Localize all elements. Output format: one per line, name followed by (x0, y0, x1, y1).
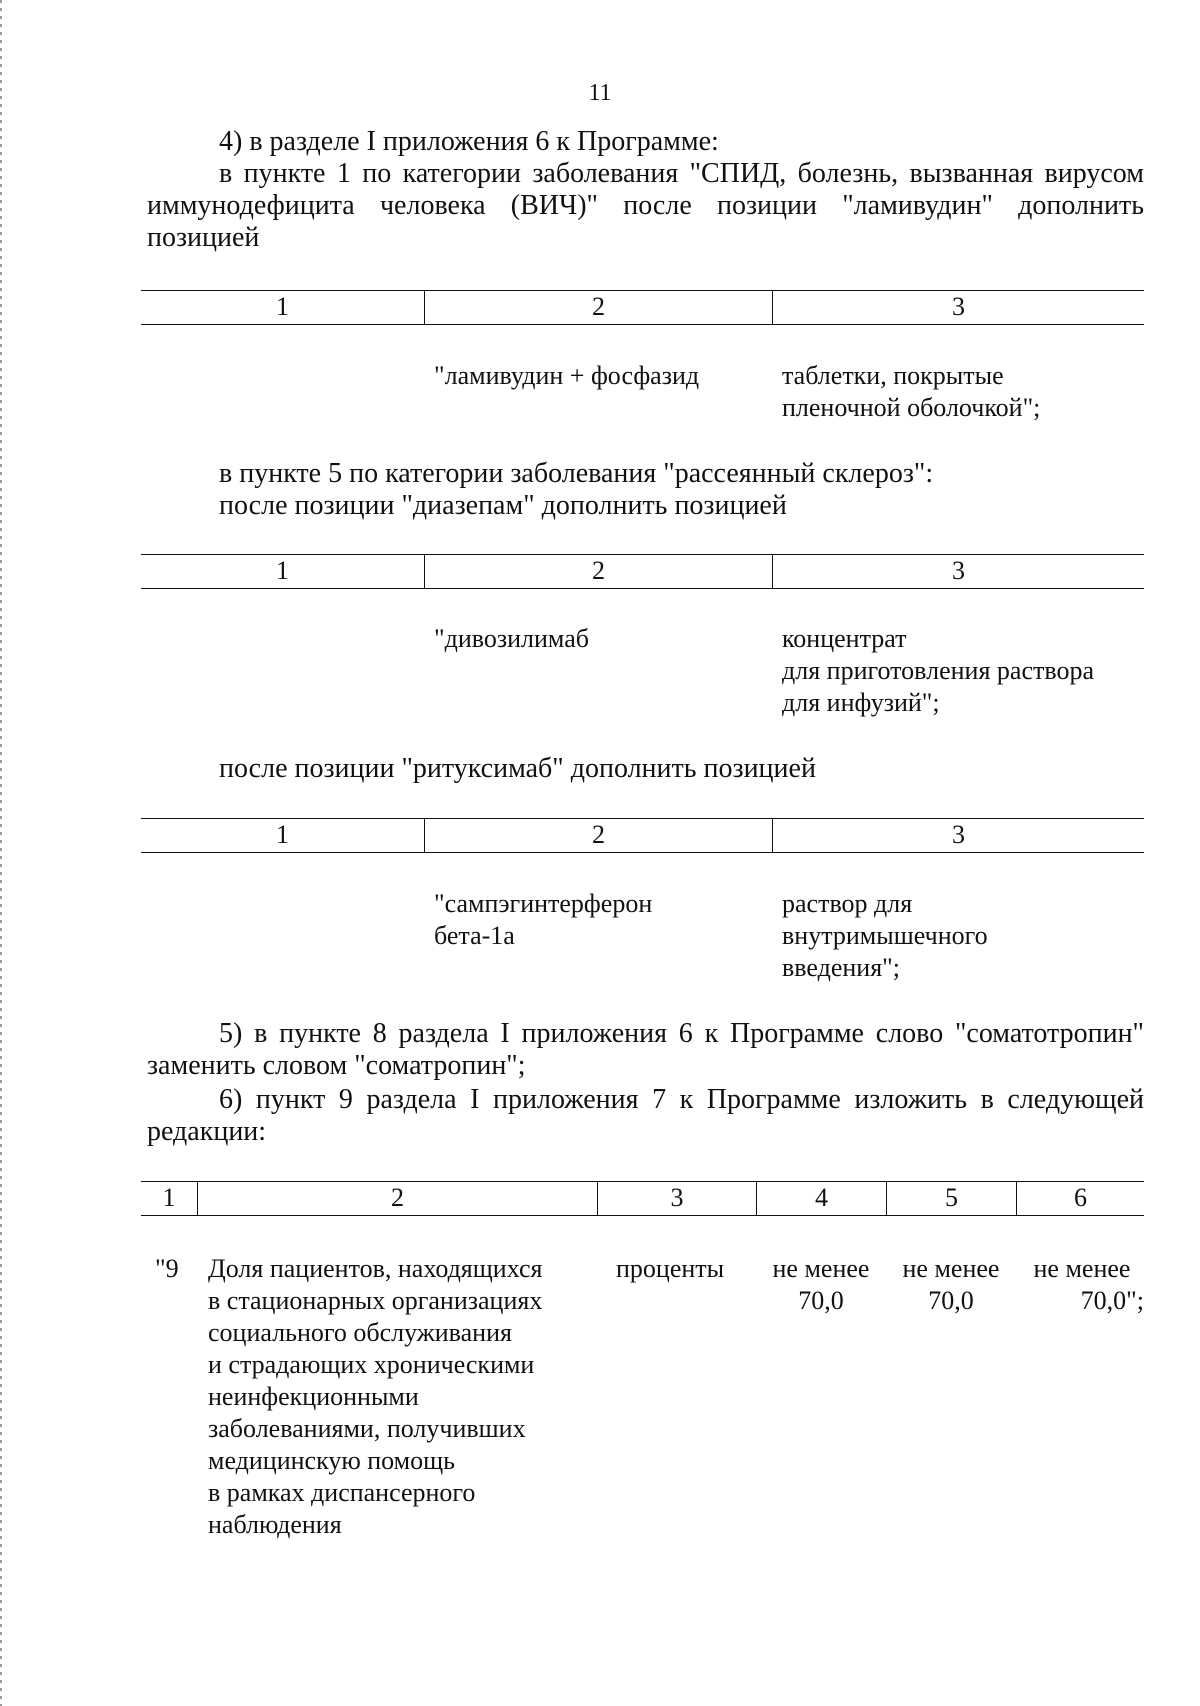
item4-intro: 4) в разделе I приложения 6 к Программе: (219, 126, 719, 157)
table4-col4-line1: не менее (772, 1254, 870, 1283)
table4-desc-line: неинфекционными (208, 1382, 419, 1411)
scan-edge (0, 0, 2, 1706)
table1-header-col3: 3 (772, 291, 1144, 324)
table4-header-col1: 1 (162, 1183, 176, 1212)
table4-header (141, 1181, 1144, 1216)
table1-header (141, 290, 1144, 325)
table4-col4-line2: 70,0 (798, 1286, 844, 1315)
table4-desc-line: наблюдения (208, 1510, 342, 1539)
item6-line1: 6) пункт 9 раздела I приложения 7 к Программе изложить в следующей (219, 1084, 1144, 1115)
table4-desc-line: заболеваниями, получивших (208, 1414, 526, 1443)
table4-header-col2: 2 (197, 1182, 597, 1215)
table3-header (141, 818, 1144, 853)
table2-header-col1: 1 (276, 556, 289, 585)
p5-line2: после позиции "диазепам" дополнить позицией (219, 490, 787, 521)
table4-desc-line: медицинскую помощь (208, 1446, 456, 1475)
page-number: 11 (588, 80, 612, 106)
table4-desc-line: социального обслуживания (208, 1318, 512, 1347)
item4-line3: позицией (147, 222, 260, 253)
item4-line2: иммунодефицита человека (ВИЧ)" после позиции "ламивудин" дополнить (147, 190, 1144, 221)
table2-header-col2: 2 (424, 555, 772, 588)
table2-col3-line2: для приготовления раствора (782, 656, 1094, 685)
table3-col2-line1: "сампэгинтерферон (434, 889, 653, 918)
table4-header-col3: 3 (597, 1182, 756, 1215)
item6-line2: редакции: (147, 1116, 267, 1147)
table1-header-col2: 2 (424, 291, 772, 324)
table4-col6-line1: не менее (1033, 1254, 1131, 1283)
table4-desc-line: Доля пациентов, находящихся (208, 1254, 543, 1283)
table3-header-col3: 3 (772, 819, 1144, 852)
table1-col3-line1: таблетки, покрытые (782, 361, 1004, 390)
table1-header-col1: 1 (276, 292, 289, 321)
table3-col3-line2: внутримышечного (782, 921, 988, 950)
table2-header-col3: 3 (772, 555, 1144, 588)
p5-line1: в пункте 5 по категории заболевания "рассеянный склероз": (219, 458, 934, 489)
table2-col3-line1: концентрат (782, 624, 907, 653)
table4-col5-line2: 70,0 (928, 1286, 974, 1315)
table4-row-number: "9 (155, 1254, 179, 1283)
table2-col2: "дивозилимаб (434, 624, 589, 653)
table4-header-col4: 4 (756, 1182, 886, 1215)
table4-col5-line1: не менее (902, 1254, 1000, 1283)
table3-col2-line2: бета-1а (434, 921, 515, 950)
table2-col3-line3: для инфузий"; (782, 688, 940, 717)
table4-header-col6: 6 (1016, 1182, 1144, 1215)
item5-line1: 5) в пункте 8 раздела I приложения 6 к Программе слово "соматотропин" (219, 1018, 1144, 1049)
p-rituximab: после позиции "ритуксимаб" дополнить позицией (219, 753, 816, 784)
item5-line2: заменить словом "соматропин"; (147, 1050, 526, 1081)
table2-header (141, 554, 1144, 589)
table4-desc-line: в рамках диспансерного (208, 1478, 476, 1507)
table4-header-col5: 5 (886, 1182, 1016, 1215)
table1-col2: "ламивудин + фосфазид (434, 361, 700, 390)
item4-line1: в пункте 1 по категории заболевания "СПИД, болезнь, вызванная вирусом (219, 158, 1144, 189)
table3-header-col1: 1 (276, 820, 289, 849)
table4-desc-line: и страдающих хроническими (208, 1350, 535, 1379)
table4-col6-line2: 70,0"; (1080, 1286, 1144, 1315)
table3-col3-line1: раствор для (782, 889, 913, 918)
table4-unit: проценты (616, 1254, 725, 1283)
table1-col3-line2: пленочной оболочкой"; (782, 393, 1041, 422)
table4-desc-line: в стационарных организациях (208, 1286, 543, 1315)
table3-col3-line3: введения"; (782, 953, 900, 982)
table3-header-col2: 2 (424, 819, 772, 852)
